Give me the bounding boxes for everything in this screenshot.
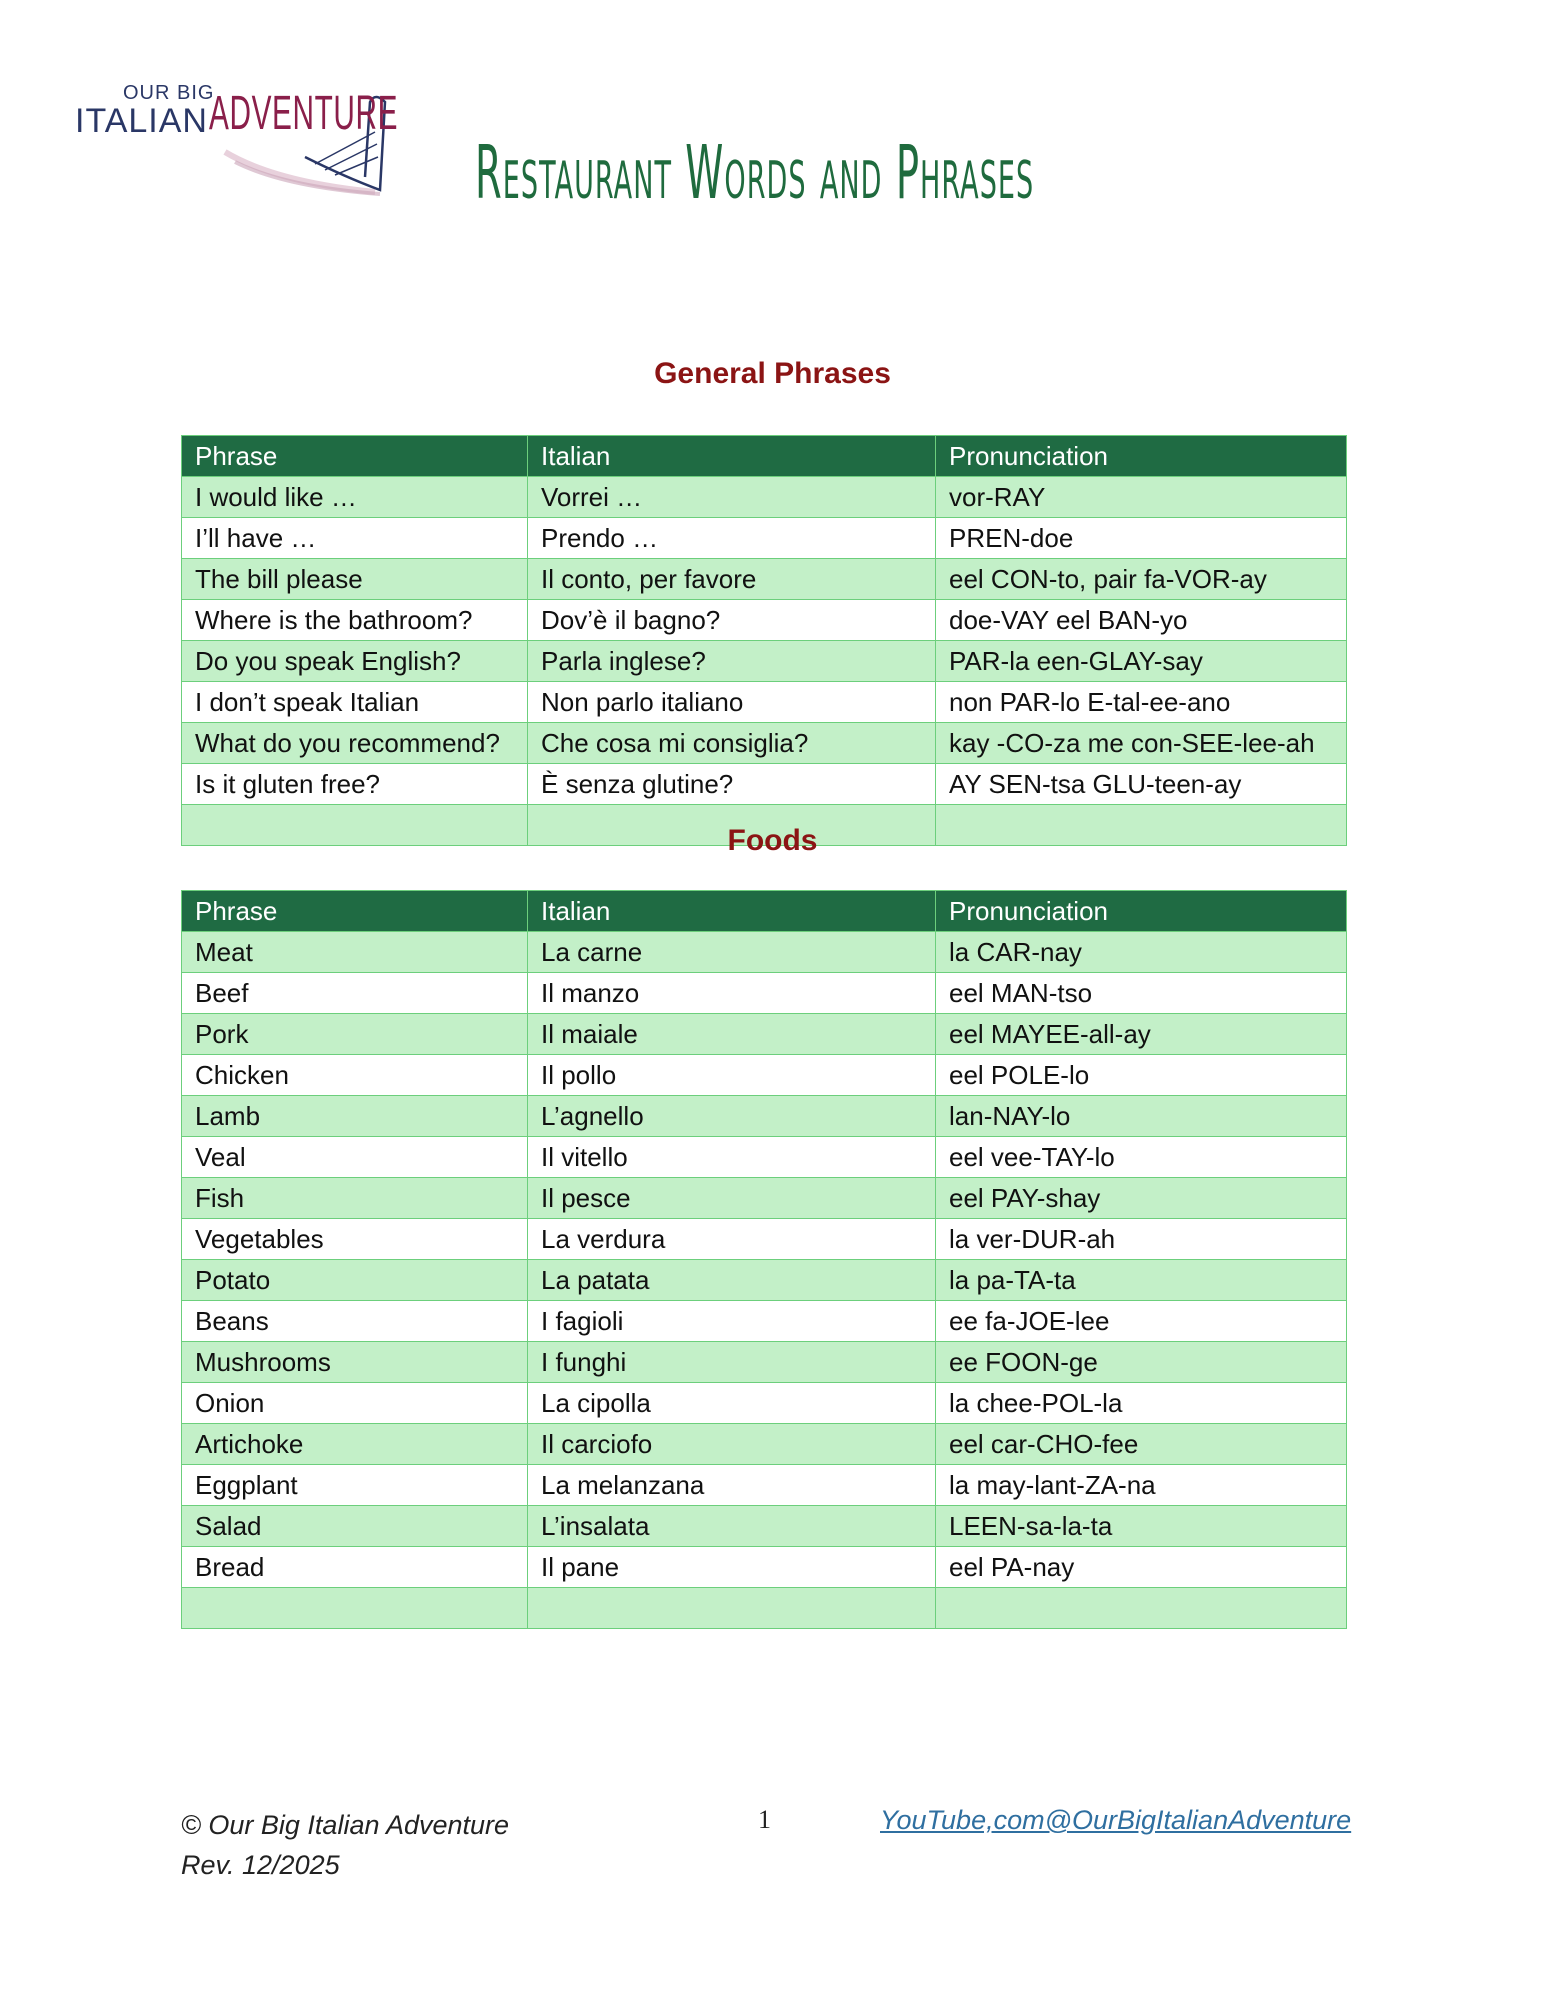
cell-phrase: Eggplant bbox=[182, 1465, 528, 1506]
cell-pronunciation: eel car-CHO-fee bbox=[936, 1424, 1347, 1465]
cell-italian: L’agnello bbox=[528, 1096, 936, 1137]
page-number: 1 bbox=[758, 1805, 771, 1834]
cell-phrase: Pork bbox=[182, 1014, 528, 1055]
cell-pronunciation: kay -CO-za me con-SEE-lee-ah bbox=[936, 723, 1347, 764]
table-row bbox=[182, 1301, 1347, 1342]
cell-pronunciation: la pa-TA-ta bbox=[936, 1260, 1347, 1301]
logo bbox=[75, 82, 399, 200]
column-header-italian: Italian bbox=[528, 436, 936, 477]
cell-italian: L’insalata bbox=[528, 1506, 936, 1547]
table-row bbox=[182, 1547, 1347, 1588]
cell-italian: I funghi bbox=[528, 1342, 936, 1383]
cell-pronunciation: eel PAY-shay bbox=[936, 1178, 1347, 1219]
table-row bbox=[182, 1506, 1347, 1547]
cell-pronunciation: lan-NAY-lo bbox=[936, 1096, 1347, 1137]
table-row bbox=[182, 764, 1347, 805]
cell-pronunciation: la may-lant-ZA-na bbox=[936, 1465, 1347, 1506]
column-header-pronunciation: Pronunciation bbox=[936, 436, 1347, 477]
table-row bbox=[182, 1260, 1347, 1301]
logo-left-text: ITALIAN bbox=[75, 102, 208, 140]
cell-phrase: Veal bbox=[182, 1137, 528, 1178]
cell-phrase: Beef bbox=[182, 973, 528, 1014]
table-row bbox=[182, 518, 1347, 559]
cell-phrase: Onion bbox=[182, 1383, 528, 1424]
table-row bbox=[182, 1014, 1347, 1055]
cell-phrase: Chicken bbox=[182, 1055, 528, 1096]
cell-italian: Il maiale bbox=[528, 1014, 936, 1055]
cell-phrase: I don’t speak Italian bbox=[182, 682, 528, 723]
cell-pronunciation: eel vee-TAY-lo bbox=[936, 1137, 1347, 1178]
cell-italian: Vorrei … bbox=[528, 477, 936, 518]
table-row bbox=[182, 1588, 1347, 1629]
cell-pronunciation: la chee-POL-la bbox=[936, 1383, 1347, 1424]
cell-phrase: What do you recommend? bbox=[182, 723, 528, 764]
table-row bbox=[182, 1178, 1347, 1219]
youtube-link[interactable]: YouTube,com@OurBigItalianAdventure bbox=[880, 1805, 1352, 1835]
table-row bbox=[182, 682, 1347, 723]
cell-pronunciation bbox=[936, 1588, 1347, 1629]
foods-body bbox=[182, 932, 1347, 1629]
general-phrases-table bbox=[181, 435, 1347, 846]
cell-italian: Non parlo italiano bbox=[528, 682, 936, 723]
table-row bbox=[182, 477, 1347, 518]
footer-left bbox=[181, 1805, 509, 1885]
table-header-row bbox=[182, 891, 1347, 932]
cell-phrase: Mushrooms bbox=[182, 1342, 528, 1383]
cell-pronunciation: eel POLE-lo bbox=[936, 1055, 1347, 1096]
general-phrases-heading: General Phrases bbox=[654, 357, 891, 390]
table-row bbox=[182, 559, 1347, 600]
cell-italian: La carne bbox=[528, 932, 936, 973]
cell-italian bbox=[528, 1588, 936, 1629]
cell-phrase: Artichoke bbox=[182, 1424, 528, 1465]
cell-phrase: Meat bbox=[182, 932, 528, 973]
column-header-pronunciation: Pronunciation bbox=[936, 891, 1347, 932]
cell-pronunciation: eel CON-to, pair fa-VOR-ay bbox=[936, 559, 1347, 600]
cell-phrase: I’ll have … bbox=[182, 518, 528, 559]
table-row bbox=[182, 932, 1347, 973]
cell-italian: La patata bbox=[528, 1260, 936, 1301]
cell-italian: È senza glutine? bbox=[528, 764, 936, 805]
cell-pronunciation: eel PA-nay bbox=[936, 1547, 1347, 1588]
cell-phrase: Is it gluten free? bbox=[182, 764, 528, 805]
table-row bbox=[182, 1137, 1347, 1178]
table-row bbox=[182, 1096, 1347, 1137]
cell-phrase: Fish bbox=[182, 1178, 528, 1219]
cell-phrase: Beans bbox=[182, 1301, 528, 1342]
logo-top-text: OUR BIG bbox=[123, 82, 215, 104]
table-row bbox=[182, 1055, 1347, 1096]
cell-phrase: The bill please bbox=[182, 559, 528, 600]
cell-pronunciation: AY SEN-tsa GLU-teen-ay bbox=[936, 764, 1347, 805]
cell-pronunciation: doe-VAY eel BAN-yo bbox=[936, 600, 1347, 641]
cell-pronunciation: la ver-DUR-ah bbox=[936, 1219, 1347, 1260]
column-header-phrase: Phrase bbox=[182, 436, 528, 477]
column-header-phrase: Phrase bbox=[182, 891, 528, 932]
cell-phrase: Lamb bbox=[182, 1096, 528, 1137]
table-row bbox=[182, 1219, 1347, 1260]
revision-text: Rev. 12/2025 bbox=[181, 1850, 340, 1880]
table-row bbox=[182, 1342, 1347, 1383]
cell-italian: La verdura bbox=[528, 1219, 936, 1260]
cell-phrase: I would like … bbox=[182, 477, 528, 518]
table-row bbox=[182, 973, 1347, 1014]
cell-italian: La cipolla bbox=[528, 1383, 936, 1424]
foods-table bbox=[181, 890, 1347, 1629]
table-row bbox=[182, 1383, 1347, 1424]
foods-heading: Foods bbox=[727, 824, 818, 857]
cell-italian: Che cosa mi consiglia? bbox=[528, 723, 936, 764]
cell-italian: Il vitello bbox=[528, 1137, 936, 1178]
cell-phrase: Where is the bathroom? bbox=[182, 600, 528, 641]
general-phrases-body bbox=[182, 477, 1347, 846]
cell-italian: Dov’è il bagno? bbox=[528, 600, 936, 641]
table-row bbox=[182, 1465, 1347, 1506]
cell-italian: Prendo … bbox=[528, 518, 936, 559]
cell-pronunciation: non PAR-lo E-tal-ee-ano bbox=[936, 682, 1347, 723]
table-header-row bbox=[182, 436, 1347, 477]
cell-pronunciation: LEEN-sa-la-ta bbox=[936, 1506, 1347, 1547]
cell-italian: Parla inglese? bbox=[528, 641, 936, 682]
cell-italian: Il conto, per favore bbox=[528, 559, 936, 600]
cell-phrase: Vegetables bbox=[182, 1219, 528, 1260]
cell-pronunciation: eel MAYEE-all-ay bbox=[936, 1014, 1347, 1055]
table-row bbox=[182, 723, 1347, 764]
logo-right-text: ADVENTURE bbox=[209, 87, 399, 140]
cell-italian: La melanzana bbox=[528, 1465, 936, 1506]
cell-italian: Il pollo bbox=[528, 1055, 936, 1096]
cell-pronunciation: eel MAN-tso bbox=[936, 973, 1347, 1014]
cell-pronunciation: PREN-doe bbox=[936, 518, 1347, 559]
cell-pronunciation: la CAR-nay bbox=[936, 932, 1347, 973]
cell-phrase: Bread bbox=[182, 1547, 528, 1588]
table-row bbox=[182, 600, 1347, 641]
cell-phrase: Potato bbox=[182, 1260, 528, 1301]
cell-italian: Il pane bbox=[528, 1547, 936, 1588]
cell-phrase: Do you speak English? bbox=[182, 641, 528, 682]
cell-phrase bbox=[182, 1588, 528, 1629]
copyright-text: © Our Big Italian Adventure bbox=[181, 1810, 510, 1840]
cell-italian: I fagioli bbox=[528, 1301, 936, 1342]
column-header-italian: Italian bbox=[528, 891, 936, 932]
page-title: Restaurant Words and Phrases bbox=[475, 130, 1035, 216]
cell-phrase: Salad bbox=[182, 1506, 528, 1547]
cell-pronunciation: PAR-la een-GLAY-say bbox=[936, 641, 1347, 682]
cell-pronunciation: ee fa-JOE-lee bbox=[936, 1301, 1347, 1342]
table-row bbox=[182, 641, 1347, 682]
cell-italian: Il pesce bbox=[528, 1178, 936, 1219]
cell-italian: Il carciofo bbox=[528, 1424, 936, 1465]
table-row bbox=[182, 1424, 1347, 1465]
cell-pronunciation: vor-RAY bbox=[936, 477, 1347, 518]
cell-italian: Il manzo bbox=[528, 973, 936, 1014]
cell-pronunciation: ee FOON-ge bbox=[936, 1342, 1347, 1383]
